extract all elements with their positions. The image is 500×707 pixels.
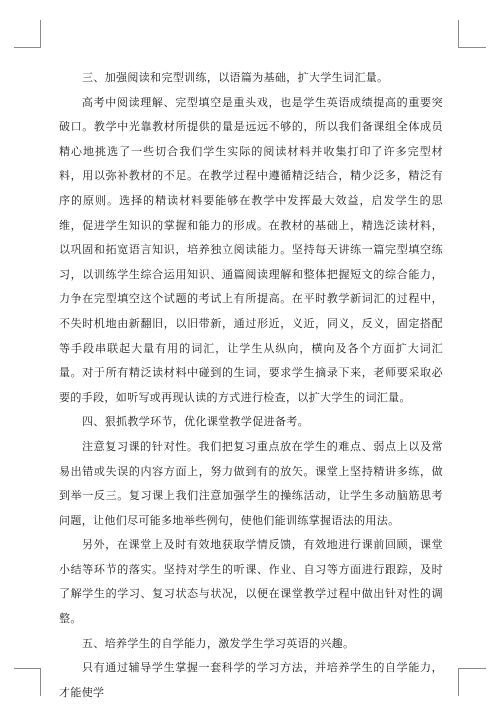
crop-mark-top-right-vertical (458, 20, 459, 48)
body-paragraph-reading: 高考中阅读理解、完型填空是重头戏，也是学生英语成绩提高的重要突破口。教学中光靠教材所提供的量是远远不够的，所以我们备课组全体成员精心地挑选了一些切合我们学生实际的阅读材料并收集打印了许多完型材料，用以弥补教材的不足。在教学过程中遵循精泛结合，精少泛多，精泛有序的原则。选择的精读材料要能够在教学中发挥最大效益，启发学生的思维，促进学生知识的掌握和能力的形成。在教材的基础上，精选泛读材料，以巩固和拓宽语言知识，培养独立阅读能力。坚持每天讲练一篇完型填空练习，以训练学生综合运用知识、通篇阅读理解和整体把握短文的综合能力，力争在完型填空这个试题的考试上有所提高。在平时教学新词汇的过程中，不失时机地由新翻旧，以旧带新，通过形近，义近，同义，反义，固定搭配等手段串联起大量有用的词汇，让学生从纵向，横向及各个方面扩大词汇量。对于所有精泛读材料中碰到的生词，要求学生摘录下来，老师要采取必要的手段，如听写或再现认读的方式进行检查，以扩大学生的词汇量。 (59, 95, 443, 404)
body-paragraph-review: 注意复习课的针对性。我们把复习重点放在学生的难点、弱点上以及常易出错或失误的内容方面上，努力做到有的放矢。课堂上坚持精讲多练，做到举一反三。复习课上我们注意加强学生的操练活动，让学生多动脑筋思考问题，让他们尽可能多地举些例句，使他们能训练掌握语法的用法。 (59, 439, 443, 527)
body-paragraph-self-study: 只有通过辅导学生掌握一套科学的学习方法，并培养学生的自学能力，才能使学 (59, 661, 443, 699)
crop-mark-bottom-left-vertical (40, 668, 41, 696)
document-body (59, 66, 443, 705)
crop-mark-bottom-right-vertical (458, 668, 459, 696)
section-heading-three: 三、加强阅读和完型训练，以语篇为基础，扩大学生词汇量。 (82, 71, 389, 84)
section-heading-four: 四、狠抓教学环节，优化课堂教学促进备考。 (82, 415, 309, 429)
section-heading-five: 五、培养学生的自学能力，激发学生学习英语的兴趣。 (82, 636, 355, 650)
crop-mark-bottom-left-horizontal (14, 668, 41, 669)
body-paragraph-feedback: 另外，在课堂上及时有效地获取学情反馈，有效地进行课前回顾，课堂小结等环节的落实。坚持对学生的听课、作业、自习等方面进行跟踪，及时了解学生的学习、复习状态与状况，以便在课堂教学过程中做出针对性的调整。 (59, 538, 443, 626)
crop-mark-top-left-horizontal (14, 47, 41, 48)
crop-mark-top-left-vertical (40, 20, 41, 48)
crop-mark-top-right-horizontal (458, 47, 486, 48)
crop-mark-bottom-right-horizontal (458, 668, 486, 669)
